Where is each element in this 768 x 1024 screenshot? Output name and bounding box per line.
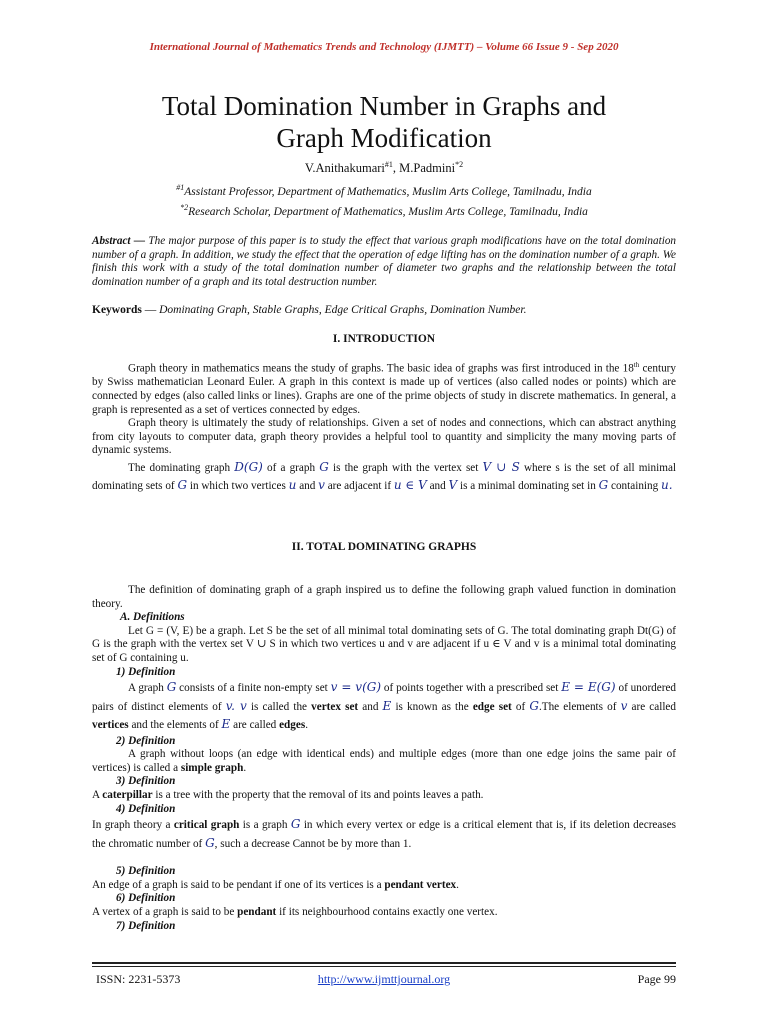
t: The dominating graph — [128, 461, 235, 474]
bold: vertex set — [311, 700, 359, 713]
math: V — [448, 478, 458, 493]
journal-header: International Journal of Mathematics Trends and Technology (IJMTT) – Volume 66 Issue 9 - Sep 2020 — [149, 41, 619, 53]
t: consists of a finite non-empty set — [176, 682, 331, 695]
t: is called the — [246, 700, 312, 713]
math: u. — [661, 478, 673, 493]
t: containing — [608, 480, 662, 493]
t: In graph theory a — [92, 819, 174, 832]
math: D(G) — [234, 459, 263, 474]
math: u ∈ V — [393, 478, 427, 493]
definition-3-text — [92, 789, 676, 803]
t: and — [426, 480, 449, 493]
title-line-2: Graph Modification — [276, 123, 492, 153]
intro-p1-sup: th — [633, 361, 640, 369]
definition-1-label: 1) Definition — [116, 665, 176, 678]
journal-link[interactable]: http://www.ijmttjournal.org — [317, 972, 451, 986]
intro-paragraph-2: Graph theory is ultimately the study of relationships. Given a set of nodes and connections, which can abstract anything from city layouts to computer data, graph theory provides a helpful tool to quantity and simplicity the many moving parts of dynamic systems. — [92, 417, 676, 457]
t: . — [243, 761, 247, 774]
affil-1-sup: #1 — [176, 183, 185, 192]
t: of — [511, 700, 530, 713]
t: .The elements of — [538, 700, 621, 713]
math: G — [529, 698, 539, 713]
math: v = v(G) — [330, 680, 382, 695]
authors — [0, 160, 768, 176]
t: in which every vertex or edge is a critical element that is, if its deletion decreases the chromatic number of — [92, 819, 677, 850]
definition-6-text — [92, 906, 676, 920]
math: v — [620, 698, 628, 713]
abstract-text: The major purpose of this paper is to study the effect that various graph modifications have on the total domination number of a graph. In addition, we study the effect that the operation of edge lifting has on the domination number of a graph. We finish this work with a study of the total domination number of diameter two graphs and the relationship between the total domination number of a graph and its total destruction number. — [92, 235, 677, 288]
intro-p1-text-a: Graph theory in mathematics means the study of graphs. The basic idea of graphs was first introduced in the 18 — [128, 362, 634, 375]
math: v. v — [225, 698, 247, 713]
t: and — [296, 480, 319, 493]
t: is a minimal dominating set in — [457, 480, 599, 493]
keywords — [92, 304, 676, 318]
t: An edge of a graph is said to be pendant if one of its vertices is a — [92, 878, 385, 891]
affil-1-text: Assistant Professor, Department of Mathematics, Muslim Arts College, Tamilnadu, India — [184, 185, 592, 198]
footer-divider-thin — [92, 966, 676, 967]
t: . — [305, 719, 308, 732]
affil-2-text: Research Scholar, Department of Mathematics, Muslim Arts College, Tamilnadu, India — [188, 205, 588, 218]
math: G — [290, 817, 301, 832]
intro-body — [92, 359, 676, 496]
definition-6-label: 6) Definition — [116, 892, 176, 905]
tdg-heading: II. TOTAL DOMINATING GRAPHS — [291, 541, 477, 553]
t: A graph without loops (an edge with identical ends) and multiple edges (more than one edge joins the same pair of vertices) is called a — [92, 748, 676, 774]
t: and the elements of — [128, 719, 222, 732]
affiliation-2 — [0, 203, 768, 218]
definition-7-label: 7) Definition — [116, 919, 176, 932]
math: G — [205, 835, 215, 850]
definition-2-label: 2) Definition — [116, 734, 176, 747]
intro-paragraph-1 — [92, 359, 676, 417]
math: G — [598, 478, 609, 493]
page-number: Page 99 — [637, 972, 676, 986]
t: are called — [230, 719, 280, 732]
keywords-label: Keywords — [92, 304, 142, 316]
author-sep: , — [392, 161, 400, 176]
t: where s is the set of all minimal dominating sets of — [92, 461, 677, 493]
t: are adjacent if — [324, 480, 394, 493]
author-1-sup: #1 — [384, 160, 393, 169]
intro-heading: I. INTRODUCTION — [332, 333, 436, 345]
t: of points together with a prescribed set — [381, 682, 562, 695]
bold: pendant — [237, 906, 277, 918]
definition-1-text — [92, 679, 676, 735]
math: G — [177, 478, 188, 493]
tdg-body — [92, 584, 676, 933]
footer-divider — [92, 962, 676, 964]
math: E = E(G) — [561, 680, 616, 695]
t: A vertex of a graph is said to be — [92, 906, 238, 918]
bold: critical graph — [173, 819, 240, 832]
title-line-1: Total Domination Number in Graphs and — [161, 91, 607, 121]
definition-3-label: 3) Definition — [116, 775, 176, 788]
math: u — [288, 478, 297, 493]
t: A graph — [128, 682, 167, 695]
bold: caterpillar — [102, 789, 153, 802]
definitions-paragraph: Let G = (V, E) be a graph. Let S be the set of all minimal total dominating sets of G. The total dominating graph Dt(G) of G is the graph with the vertex set V ∪ S in which two vertices u and v are adjacent if u ∈ V and v is a minimal total dominating set of G containing u. — [92, 624, 676, 664]
math: v — [318, 478, 325, 493]
math: E — [221, 717, 231, 732]
t: is a graph — [239, 819, 291, 832]
definition-4-label: 4) Definition — [116, 802, 176, 815]
abstract-label: Abstract — — [92, 235, 146, 247]
t: of a graph — [262, 461, 320, 474]
affiliation-1 — [0, 183, 768, 198]
bold: vertices — [92, 719, 129, 732]
author-2: M.Padmini — [399, 161, 456, 176]
t: and — [358, 700, 383, 713]
bold: edges — [279, 719, 306, 732]
t: of unordered pairs of distinct elements of — [92, 682, 677, 713]
definition-2-text — [92, 748, 676, 775]
affil-2-sup: *2 — [180, 203, 189, 212]
t: , such a decrease Cannot be by more than 1. — [214, 837, 412, 850]
t: A — [92, 789, 103, 802]
math: V ∪ S — [482, 459, 520, 474]
keywords-text: Dominating Graph, Stable Graphs, Edge Critical Graphs, Domination Number. — [159, 304, 527, 316]
bold: simple graph — [180, 761, 244, 774]
intro-p1-text-b: century by Swiss mathematician Leonard Euler. A graph in this context is made up of vertices (also called nodes or points) which are connected by edges (also called links or lines). Graphs are one of the prime objects of study in discrete mathematics. In general, a graph is represented as a set of vertices connected by edges. — [92, 362, 676, 416]
math: E — [382, 698, 392, 713]
t: is known as the — [391, 700, 473, 713]
definition-5-label: 5) Definition — [116, 865, 176, 878]
author-2-sup: *2 — [455, 160, 464, 169]
t: is a tree with the property that the removal of its and points leaves a path. — [152, 789, 484, 802]
definition-5-text — [92, 879, 676, 893]
t: is the graph with the vertex set — [328, 461, 483, 474]
t: if its neighbourhood contains exactly one vertex. — [276, 906, 498, 918]
t: are called — [627, 700, 676, 713]
bold: edge set — [472, 700, 512, 713]
t: . — [456, 878, 459, 891]
bold: pendant vertex — [384, 878, 457, 891]
tdg-paragraph-1: The definition of dominating graph of a graph inspired us to define the following graph valued function in domination theory. — [92, 584, 676, 610]
keywords-dash: — — [141, 304, 160, 316]
abstract — [92, 235, 676, 289]
issn-label: ISSN: 2231-5373 — [96, 972, 181, 986]
definitions-label: A. Definitions — [120, 611, 185, 624]
definition-4-text — [92, 816, 676, 853]
intro-paragraph-3 — [92, 459, 676, 496]
math: G — [166, 680, 177, 695]
author-1: V.Anithakumari — [304, 161, 385, 176]
t: in which two vertices — [187, 480, 289, 493]
paper-title — [0, 90, 768, 154]
math: G — [319, 459, 329, 474]
